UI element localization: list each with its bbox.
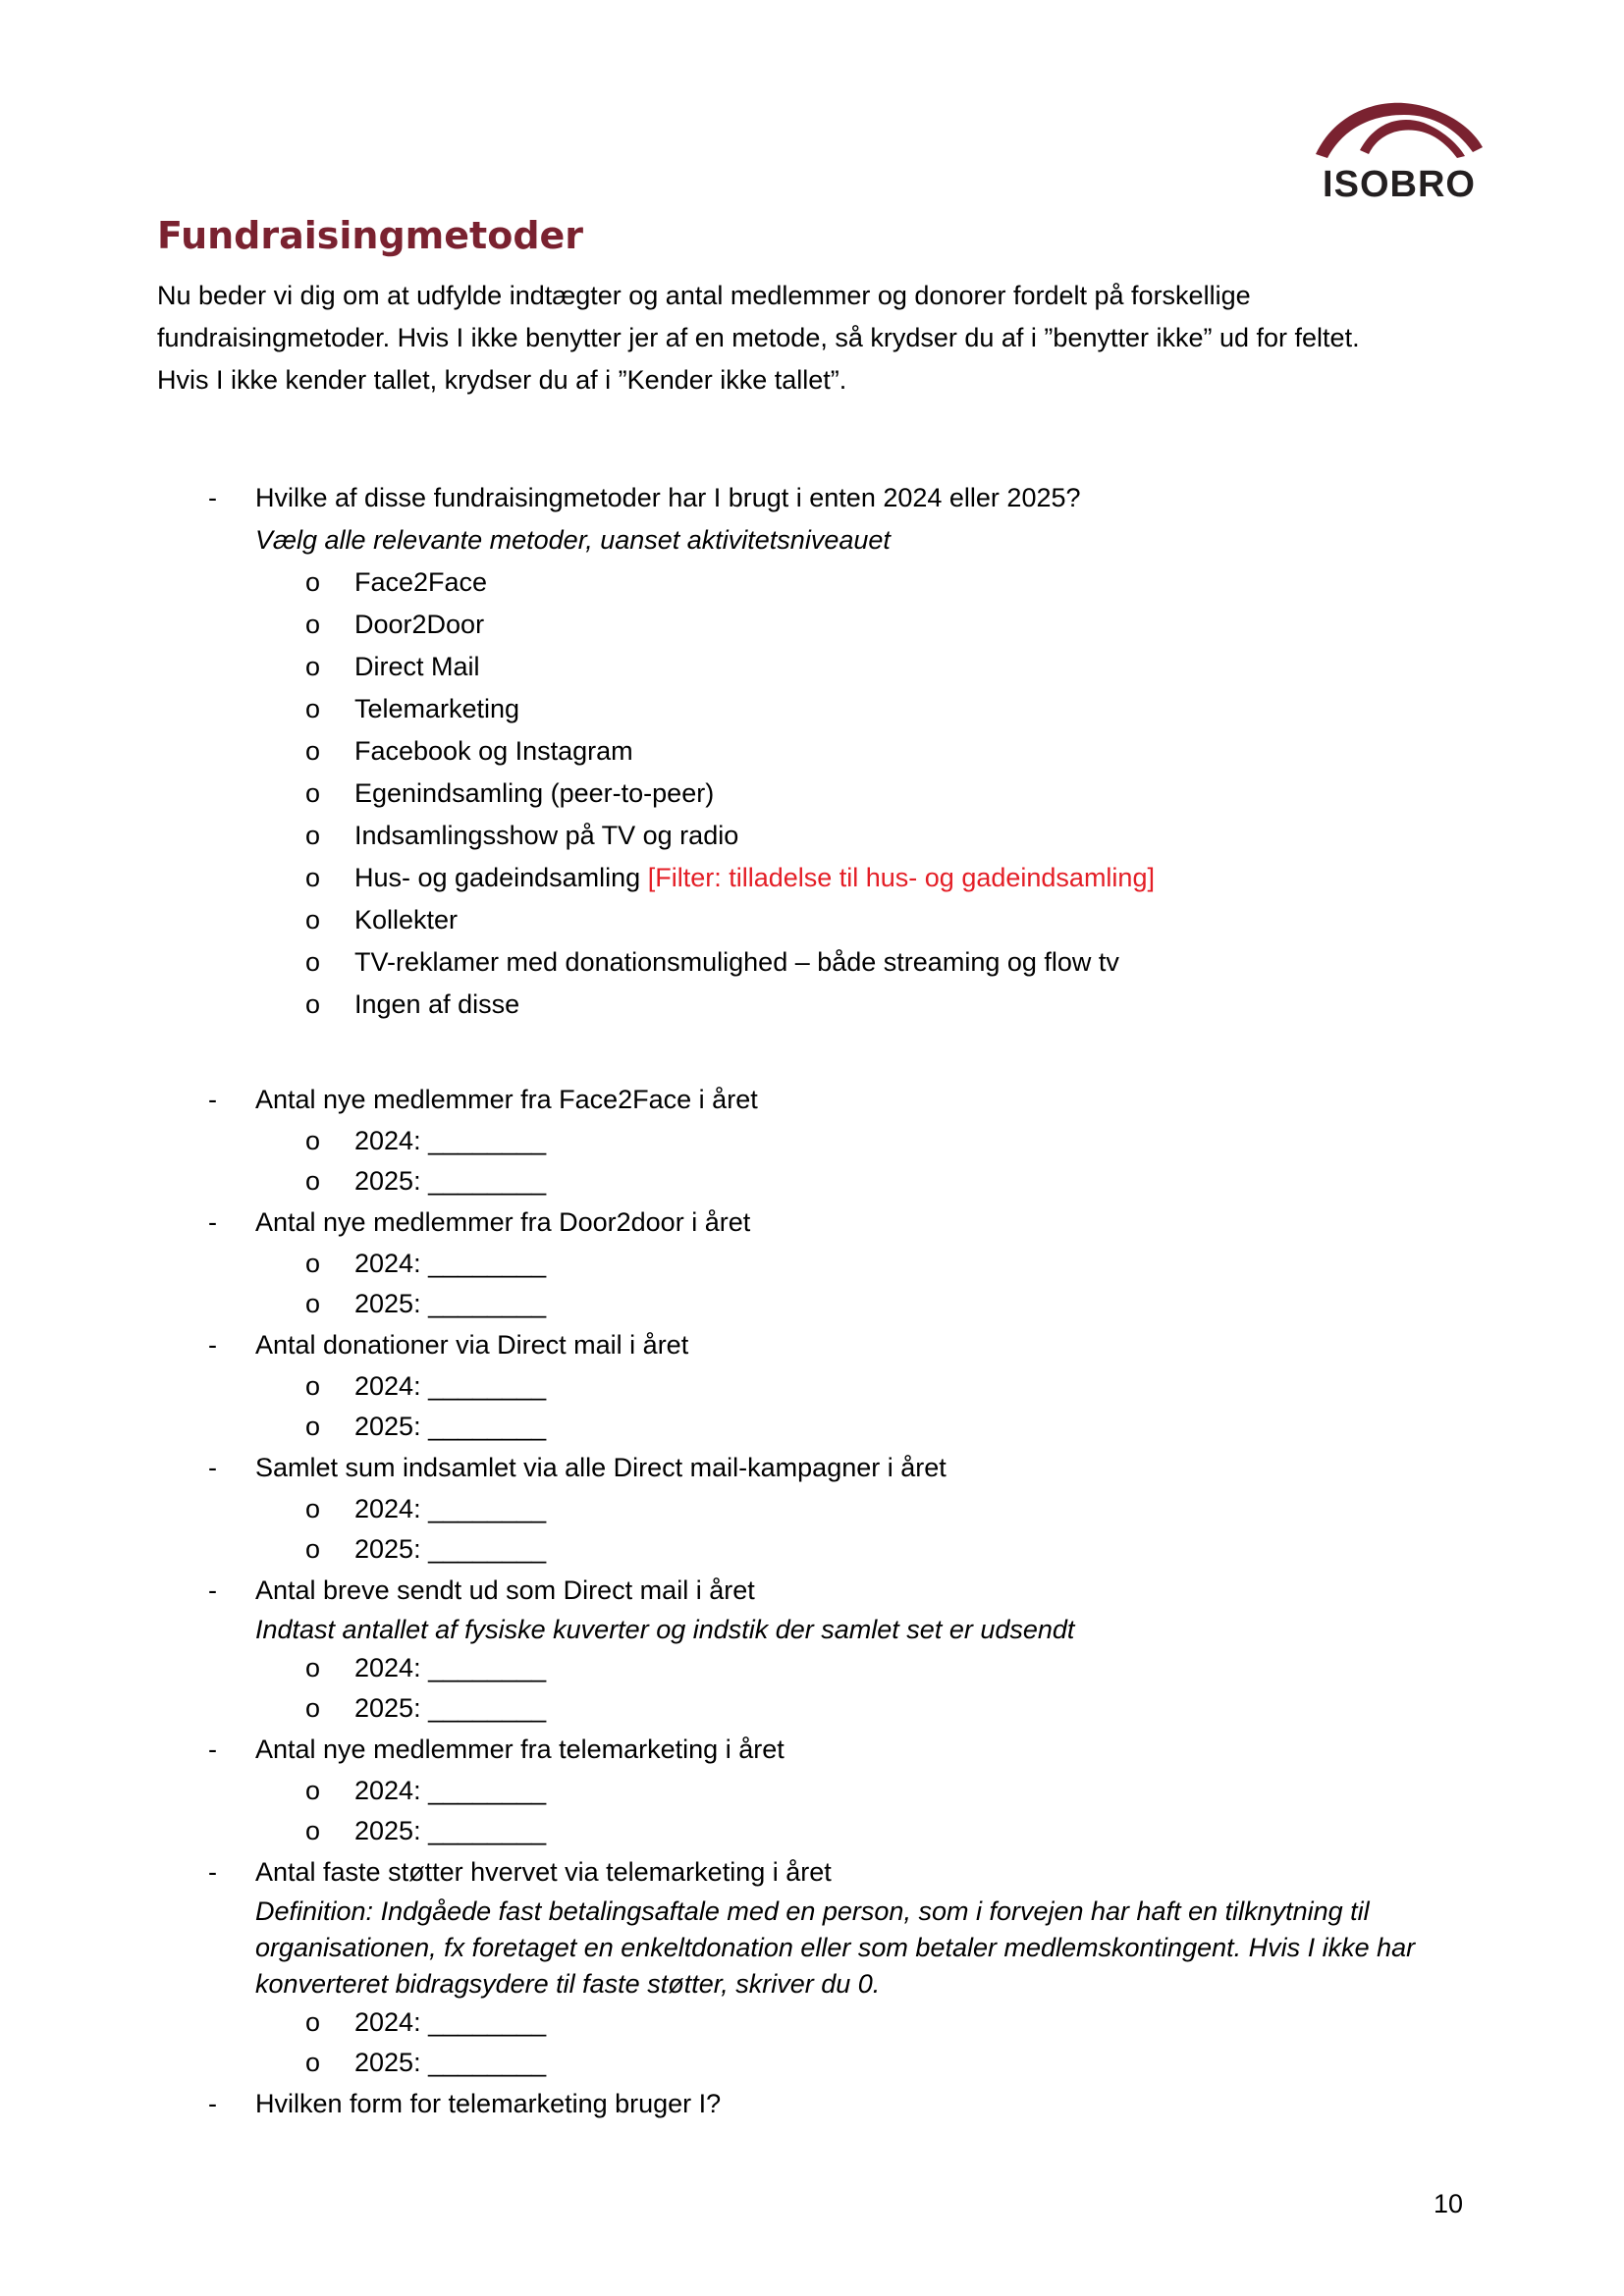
radio-bullet: o <box>305 1776 321 1805</box>
option-label: Facebook og Instagram <box>354 736 633 766</box>
radio-bullet: o <box>305 1126 321 1155</box>
option-label: Face2Face <box>354 567 488 597</box>
radio-bullet: o <box>305 1166 321 1196</box>
answer-label: 2024: ________ <box>354 1776 547 1805</box>
answer-label: 2024: ________ <box>354 1653 547 1682</box>
radio-bullet: o <box>305 1412 321 1441</box>
radio-bullet: o <box>305 1289 321 1318</box>
answer-label: 2025: ________ <box>354 2048 547 2077</box>
question-methods <box>0 477 1624 1026</box>
question-note: Vælg alle relevante metoder, uanset aktivitetsniveauet <box>255 525 891 555</box>
option-door2door[interactable] <box>0 604 1624 646</box>
method-options <box>0 561 1624 1026</box>
logo-wordmark: ISOBRO <box>1323 164 1476 205</box>
option-none[interactable] <box>0 984 1624 1026</box>
page-title: Fundraisingmetoder <box>157 214 584 257</box>
answer-2024[interactable] <box>0 2002 1624 2043</box>
option-label: Telemarketing <box>354 694 520 723</box>
question-tm-members <box>0 1729 1624 1851</box>
dash-marker: - <box>208 1207 217 1237</box>
option-label-with-filter <box>354 857 1155 899</box>
radio-bullet: o <box>305 694 321 723</box>
option-label: Kollekter <box>354 905 459 934</box>
answer-label: 2025: ________ <box>354 1534 547 1564</box>
radio-bullet: o <box>305 2048 321 2077</box>
option-street-collection[interactable] <box>0 857 1624 899</box>
answer-label: 2024: ________ <box>354 2007 547 2037</box>
question-tm-fixed <box>0 1851 1624 2083</box>
radio-bullet: o <box>305 778 321 808</box>
option-face2face[interactable] <box>0 561 1624 604</box>
option-collections[interactable] <box>0 899 1624 941</box>
answer-2025[interactable] <box>0 1407 1624 1447</box>
radio-bullet: o <box>305 863 321 892</box>
answer-label: 2024: ________ <box>354 1249 547 1278</box>
option-label: Indsamlingsshow på TV og radio <box>354 821 739 850</box>
answer-label: 2024: ________ <box>354 1371 547 1401</box>
dash-marker: - <box>208 2089 217 2118</box>
radio-bullet: o <box>305 1371 321 1401</box>
question-text: Hvilken form for telemarketing bruger I? <box>255 2089 722 2118</box>
intro-line: Nu beder vi dig om at udfylde indtægter og antal medlemmer og donorer fordelt på forskellige <box>157 281 1251 310</box>
question-list <box>0 477 1624 2125</box>
radio-bullet: o <box>305 947 321 977</box>
question-text: Antal nye medlemmer fra telemarketing i året <box>255 1735 785 1764</box>
option-peer-to-peer[interactable] <box>0 773 1624 815</box>
answer-2025[interactable] <box>0 1688 1624 1729</box>
option-label: Hus- og gadeindsamling <box>354 863 641 892</box>
question-text: Antal nye medlemmer fra Face2Face i året <box>255 1085 758 1114</box>
radio-bullet: o <box>305 989 321 1019</box>
spacer <box>0 1026 1624 1079</box>
radio-bullet: o <box>305 1249 321 1278</box>
answer-2025[interactable] <box>0 2043 1624 2083</box>
radio-bullet: o <box>305 821 321 850</box>
option-tv-ads[interactable] <box>0 941 1624 984</box>
radio-bullet: o <box>305 1494 321 1523</box>
page-number: 10 <box>1434 2189 1464 2218</box>
answer-label: 2025: ________ <box>354 1166 547 1196</box>
answer-2025[interactable] <box>0 1811 1624 1851</box>
option-telemarketing[interactable] <box>0 688 1624 730</box>
intro-line: Hvis I ikke kender tallet, krydser du af i ”Kender ikke tallet”. <box>157 365 847 395</box>
answer-2024[interactable] <box>0 1771 1624 1811</box>
radio-bullet: o <box>305 610 321 639</box>
answer-label: 2025: ________ <box>354 1693 547 1723</box>
radio-bullet: o <box>305 652 321 681</box>
dash-marker: - <box>208 1330 217 1360</box>
question-text: Samlet sum indsamlet via alle Direct mail-kampagner i året <box>255 1453 947 1482</box>
question-note: Definition: Indgåede fast betalingsaftale med en person, som i forvejen har haft en tilknytning til organisationen, fx foretaget en enkeltdonation eller som betaler medlemskontingent. Hvis I ikke har konverteret bidragsydere til faste støtter, skriver du 0. <box>255 1896 1416 1999</box>
question-f2f <box>0 1079 1624 1201</box>
radio-bullet: o <box>305 1653 321 1682</box>
question-tm-form <box>0 2083 1624 2125</box>
answer-label: 2025: ________ <box>354 1816 547 1845</box>
answer-2024[interactable] <box>0 1648 1624 1688</box>
radio-bullet: o <box>305 1693 321 1723</box>
intro-line: fundraisingmetoder. Hvis I ikke benytter jer af en metode, så krydser du af i ”benytter ikke” ud for feltet. <box>157 323 1360 352</box>
question-text: Antal breve sendt ud som Direct mail i året <box>255 1575 755 1605</box>
question-dm-letters <box>0 1570 1624 1729</box>
option-direct-mail[interactable] <box>0 646 1624 688</box>
dash-marker: - <box>208 1085 217 1114</box>
answer-2025[interactable] <box>0 1284 1624 1324</box>
filter-note: [Filter: tilladelse til hus- og gadeindsamling] <box>647 863 1155 892</box>
radio-bullet: o <box>305 567 321 597</box>
dash-marker: - <box>208 1857 217 1887</box>
question-text: Antal donationer via Direct mail i året <box>255 1330 689 1360</box>
option-tv-radio-show[interactable] <box>0 815 1624 857</box>
answer-label: 2025: ________ <box>354 1412 547 1441</box>
answer-2025[interactable] <box>0 1529 1624 1570</box>
question-d2d <box>0 1201 1624 1324</box>
intro-paragraph <box>157 275 1502 401</box>
dash-marker: - <box>208 1575 217 1605</box>
answer-2024[interactable] <box>0 1121 1624 1161</box>
radio-bullet: o <box>305 2007 321 2037</box>
option-label: Ingen af disse <box>354 989 520 1019</box>
dash-marker: - <box>208 483 217 512</box>
dash-marker: - <box>208 1453 217 1482</box>
radio-bullet: o <box>305 1534 321 1564</box>
isobro-arch-icon <box>1306 93 1492 162</box>
answer-2024[interactable] <box>0 1244 1624 1284</box>
answer-label: 2024: ________ <box>354 1494 547 1523</box>
dash-marker: - <box>208 1735 217 1764</box>
question-dm-donations <box>0 1324 1624 1447</box>
question-note: Indtast antallet af fysiske kuverter og indstik der samlet set er udsendt <box>255 1615 1075 1644</box>
answer-label: 2025: ________ <box>354 1289 547 1318</box>
answer-2025[interactable] <box>0 1161 1624 1201</box>
question-text: Antal nye medlemmer fra Door2door i året <box>255 1207 751 1237</box>
question-text: Hvilke af disse fundraisingmetoder har I brugt i enten 2024 eller 2025? <box>255 483 1081 512</box>
option-label: Egenindsamling (peer-to-peer) <box>354 778 715 808</box>
question-text: Antal faste støtter hvervet via telemarketing i året <box>255 1857 832 1887</box>
option-label: Door2Door <box>354 610 485 639</box>
option-facebook-instagram[interactable] <box>0 730 1624 773</box>
isobro-logo <box>1306 93 1492 211</box>
option-label: Direct Mail <box>354 652 480 681</box>
radio-bullet: o <box>305 736 321 766</box>
radio-bullet: o <box>305 1816 321 1845</box>
answer-label: 2024: ________ <box>354 1126 547 1155</box>
option-label: TV-reklamer med donationsmulighed – både streaming og flow tv <box>354 947 1119 977</box>
question-dm-sum <box>0 1447 1624 1570</box>
answer-2024[interactable] <box>0 1366 1624 1407</box>
answer-2024[interactable] <box>0 1489 1624 1529</box>
radio-bullet: o <box>305 905 321 934</box>
